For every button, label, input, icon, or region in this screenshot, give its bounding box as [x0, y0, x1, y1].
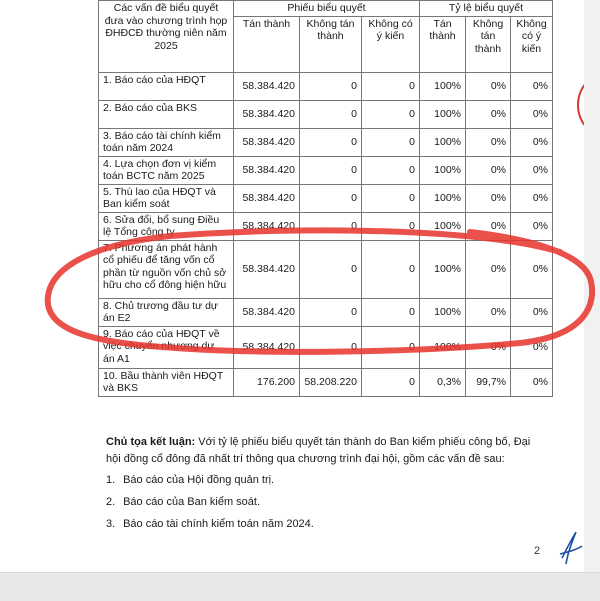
cell-ballot-disapprove: 0: [300, 100, 362, 128]
cell-ballot-no-opinion: 0: [362, 128, 420, 156]
cell-issue: 8. Chủ trương đầu tư dự án E2: [99, 298, 234, 326]
cell-ratio-disapprove: 0%: [466, 156, 511, 184]
table-row: [99, 72, 553, 100]
table-header-row: [99, 1, 553, 17]
cell-ballot-no-opinion: 0: [362, 368, 420, 396]
cell-ratio-approve: 0,3%: [420, 368, 466, 396]
cell-ballot-no-opinion: 0: [362, 100, 420, 128]
table-row: [99, 156, 553, 184]
cell-ratio-no-opinion: 0%: [511, 100, 553, 128]
cell-ballot-disapprove: 0: [300, 326, 362, 368]
cell-ballot-no-opinion: 0: [362, 156, 420, 184]
cell-ratio-approve: 100%: [420, 326, 466, 368]
cell-ratio-approve: 100%: [420, 298, 466, 326]
list-item: 2. Báo cáo của Ban kiểm soát.: [106, 496, 261, 508]
cell-issue: 5. Thù lao của HĐQT và Ban kiểm soát: [99, 184, 234, 212]
header-ballot-approve: Tán thành: [234, 16, 300, 72]
cell-ratio-disapprove: 0%: [466, 72, 511, 100]
cell-ballot-approve: 58.384.420: [234, 298, 300, 326]
cell-issue: 3. Báo cáo tài chính kiểm toán năm 2024: [99, 128, 234, 156]
conclusion-paragraph: [106, 434, 546, 468]
cell-ballot-no-opinion: 0: [362, 212, 420, 240]
cell-ballot-disapprove: 0: [300, 212, 362, 240]
cell-issue: 4. Lựa chọn đơn vị kiểm toán BCTC năm 2025: [99, 156, 234, 184]
table-row: [99, 298, 553, 326]
header-issue: Các vấn đề biểu quyết đưa vào chương trình họp ĐHĐCĐ thường niên năm 2025: [99, 1, 234, 73]
cell-ratio-disapprove: 0%: [466, 212, 511, 240]
cell-ballot-disapprove: 0: [300, 298, 362, 326]
cell-ratio-no-opinion: 0%: [511, 368, 553, 396]
header-ratio-approve: Tán thành: [420, 16, 466, 72]
cell-ratio-no-opinion: 0%: [511, 72, 553, 100]
cell-ratio-disapprove: 0%: [466, 326, 511, 368]
company-stamp: [576, 60, 584, 150]
cell-ballot-approve: 176.200: [234, 368, 300, 396]
cell-issue: 7. Phương án phát hành cổ phiếu để tăng vốn cổ phần từ nguồn vốn chủ sở hữu cho cổ đông hiện hữu: [99, 240, 234, 298]
cell-issue: 9. Báo cáo của HĐQT về việc chuyển nhượng dự án A1: [99, 326, 234, 368]
header-ballot-disapprove: Không tán thành: [300, 16, 362, 72]
table-row: [99, 212, 553, 240]
cell-ballot-approve: 58.384.420: [234, 240, 300, 298]
cell-ballot-no-opinion: 0: [362, 184, 420, 212]
page-number: 2: [534, 545, 541, 557]
cell-ballot-approve: 58.384.420: [234, 184, 300, 212]
conclusion-text: Với tỷ lệ phiếu biểu quyết tán thành do Ban kiểm phiếu công bố, Đại hội đồng cổ đông đã nhất trí thông qua chương trình đại hội, gồm các vấn đề sau:: [106, 436, 531, 465]
cell-ratio-approve: 100%: [420, 212, 466, 240]
cell-ratio-no-opinion: 0%: [511, 156, 553, 184]
cell-ballot-disapprove: 0: [300, 128, 362, 156]
cell-ballot-approve: 58.384.420: [234, 72, 300, 100]
table-row: [99, 100, 553, 128]
cell-ballot-disapprove: 58.208.220: [300, 368, 362, 396]
approved-items-list: [106, 472, 546, 533]
list-item: 3. Báo cáo tài chính kiểm toán năm 2024.: [106, 518, 314, 530]
table-row: [99, 184, 553, 212]
cell-ratio-disapprove: 0%: [466, 298, 511, 326]
header-ratio-no-opinion: Không có ý kiến: [511, 16, 553, 72]
cell-issue: 1. Báo cáo của HĐQT: [99, 72, 234, 100]
cell-ballot-no-opinion: 0: [362, 326, 420, 368]
cell-ballot-no-opinion: 0: [362, 240, 420, 298]
cell-ratio-no-opinion: 0%: [511, 298, 553, 326]
viewer-bottom-bar: [0, 572, 600, 601]
signature-mark: [558, 528, 584, 568]
cell-ratio-approve: 100%: [420, 156, 466, 184]
cell-ratio-disapprove: 0%: [466, 100, 511, 128]
cell-ratio-no-opinion: 0%: [511, 128, 553, 156]
list-item: 1. Báo cáo của Hội đồng quản trị.: [106, 474, 275, 486]
cell-issue: 6. Sửa đổi, bổ sung Điều lệ Tổng công ty: [99, 212, 234, 240]
cell-ballot-approve: 58.384.420: [234, 212, 300, 240]
cell-ratio-disapprove: 0%: [466, 184, 511, 212]
cell-ballot-approve: 58.384.420: [234, 326, 300, 368]
table-row: [99, 240, 553, 298]
voting-results-table: [98, 0, 553, 397]
cell-ballot-no-opinion: 0: [362, 298, 420, 326]
cell-ballot-disapprove: 0: [300, 184, 362, 212]
header-ballots-group: Phiếu biểu quyết: [234, 1, 420, 17]
cell-ratio-no-opinion: 0%: [511, 184, 553, 212]
header-ballot-no-opinion: Không có ý kiến: [362, 16, 420, 72]
cell-ratio-no-opinion: 0%: [511, 326, 553, 368]
cell-ratio-approve: 100%: [420, 184, 466, 212]
header-ratio-group: Tỷ lệ biểu quyết: [420, 1, 553, 17]
cell-ratio-disapprove: 0%: [466, 128, 511, 156]
cell-ratio-no-opinion: 0%: [511, 212, 553, 240]
cell-issue: 10. Bầu thành viên HĐQT và BKS: [99, 368, 234, 396]
cell-ballot-disapprove: 0: [300, 72, 362, 100]
chair-conclusion: [106, 434, 546, 538]
cell-ballot-approve: 58.384.420: [234, 156, 300, 184]
cell-ballot-approve: 58.384.420: [234, 128, 300, 156]
header-ratio-disapprove: Không tán thành: [466, 16, 511, 72]
cell-ballot-no-opinion: 0: [362, 72, 420, 100]
cell-ballot-disapprove: 0: [300, 156, 362, 184]
cell-ratio-approve: 100%: [420, 72, 466, 100]
cell-ballot-approve: 58.384.420: [234, 100, 300, 128]
table-row: [99, 128, 553, 156]
cell-ballot-disapprove: 0: [300, 240, 362, 298]
cell-ratio-disapprove: 0%: [466, 240, 511, 298]
cell-ratio-disapprove: 99,7%: [466, 368, 511, 396]
table-row: [99, 326, 553, 368]
table-row: [99, 368, 553, 396]
cell-ratio-no-opinion: 0%: [511, 240, 553, 298]
cell-ratio-approve: 100%: [420, 240, 466, 298]
cell-issue: 2. Báo cáo của BKS: [99, 100, 234, 128]
conclusion-label: Chủ tọa kết luận:: [106, 436, 196, 448]
cell-ratio-approve: 100%: [420, 128, 466, 156]
cell-ratio-approve: 100%: [420, 100, 466, 128]
